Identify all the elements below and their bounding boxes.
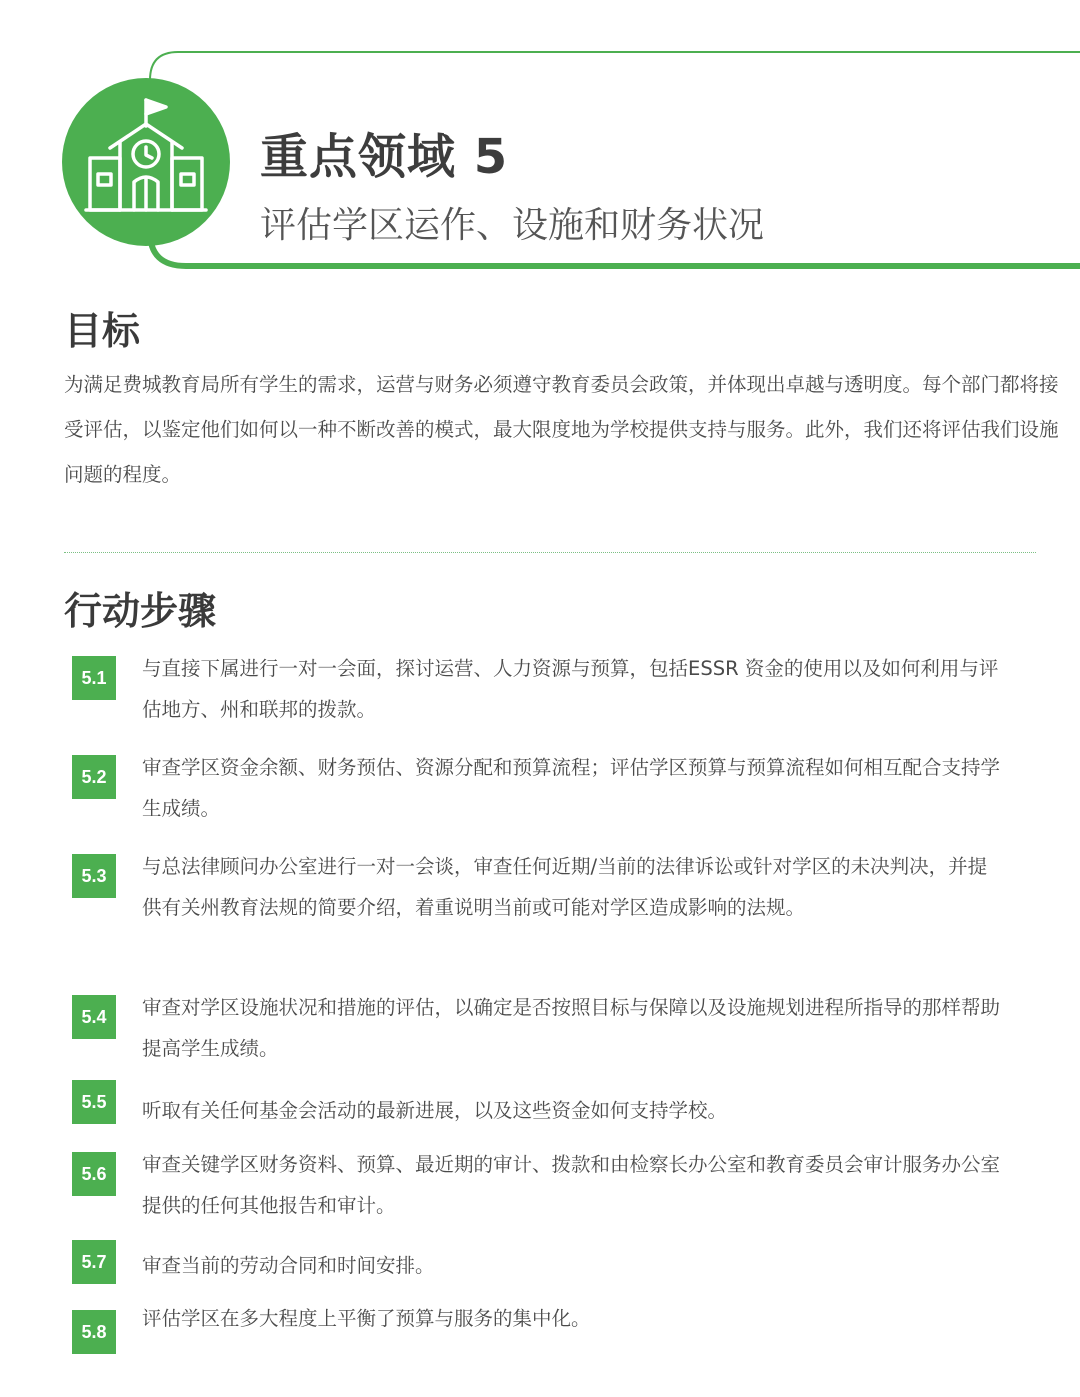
- school-building-icon: [62, 78, 230, 246]
- step-text: 听取有关任何基金会活动的最新进展，以及这些资金如何支持学校。: [142, 1099, 728, 1122]
- header-banner: [0, 0, 1080, 290]
- step-text: 审查对学区设施状况和措施的评估，以确定是否按照目标与保障以及设施规划进程所指导的那样帮助提高学生成绩。: [142, 996, 1001, 1060]
- step-text: 审查学区资金余额、财务预估、资源分配和预算流程；评估学区预算与预算流程如何相互配合支持学生成绩。: [142, 756, 1001, 820]
- step-number-badge: 5.3: [72, 854, 116, 898]
- step-text: 审查当前的劳动合同和时间安排。: [142, 1254, 435, 1277]
- step-number-badge: 5.6: [72, 1152, 116, 1196]
- step-text: 审查关键学区财务资料、预算、最近期的审计、拨款和由检察长办公室和教育委员会审计服务办公室提供的任何其他报告和审计。: [142, 1153, 1001, 1217]
- goal-paragraph: 为满足费城教育局所有学生的需求，运营与财务必须遵守教育委员会政策，并体现出卓越与透明度。每个部门都将接受评估，以鉴定他们如何以一种不断改善的模式，最大限度地为学校提供支持与服务。此外，我们还将评估我们设施问题的程度。: [64, 373, 1059, 486]
- step-text: 与总法律顾问办公室进行一对一会谈，审查任何近期/当前的法律诉讼或针对学区的未决判决，并提供有关州教育法规的简要介绍，着重说明当前或可能对学区造成影响的法规。: [142, 855, 988, 919]
- actions-heading: 行动步骤: [64, 589, 217, 633]
- goal-heading: 目标: [64, 309, 141, 353]
- page-title: 重点领域 5: [260, 129, 509, 185]
- step-text: 评估学区在多大程度上平衡了预算与服务的集中化。: [142, 1307, 591, 1330]
- step-number-badge: 5.7: [72, 1240, 116, 1284]
- step-number-badge: 5.8: [72, 1310, 116, 1354]
- page-subtitle: 评估学区运作、设施和财务状况: [260, 205, 765, 246]
- step-number-badge: 5.5: [72, 1080, 116, 1124]
- section-divider: [64, 552, 1036, 553]
- step-text: 与直接下属进行一对一会面，探讨运营、人力资源与预算，包括ESSR 资金的使用以及如何利用与评估地方、州和联邦的拨款。: [142, 657, 999, 721]
- step-number-badge: 5.4: [72, 995, 116, 1039]
- step-number-badge: 5.1: [72, 656, 116, 700]
- step-number-badge: 5.2: [72, 755, 116, 799]
